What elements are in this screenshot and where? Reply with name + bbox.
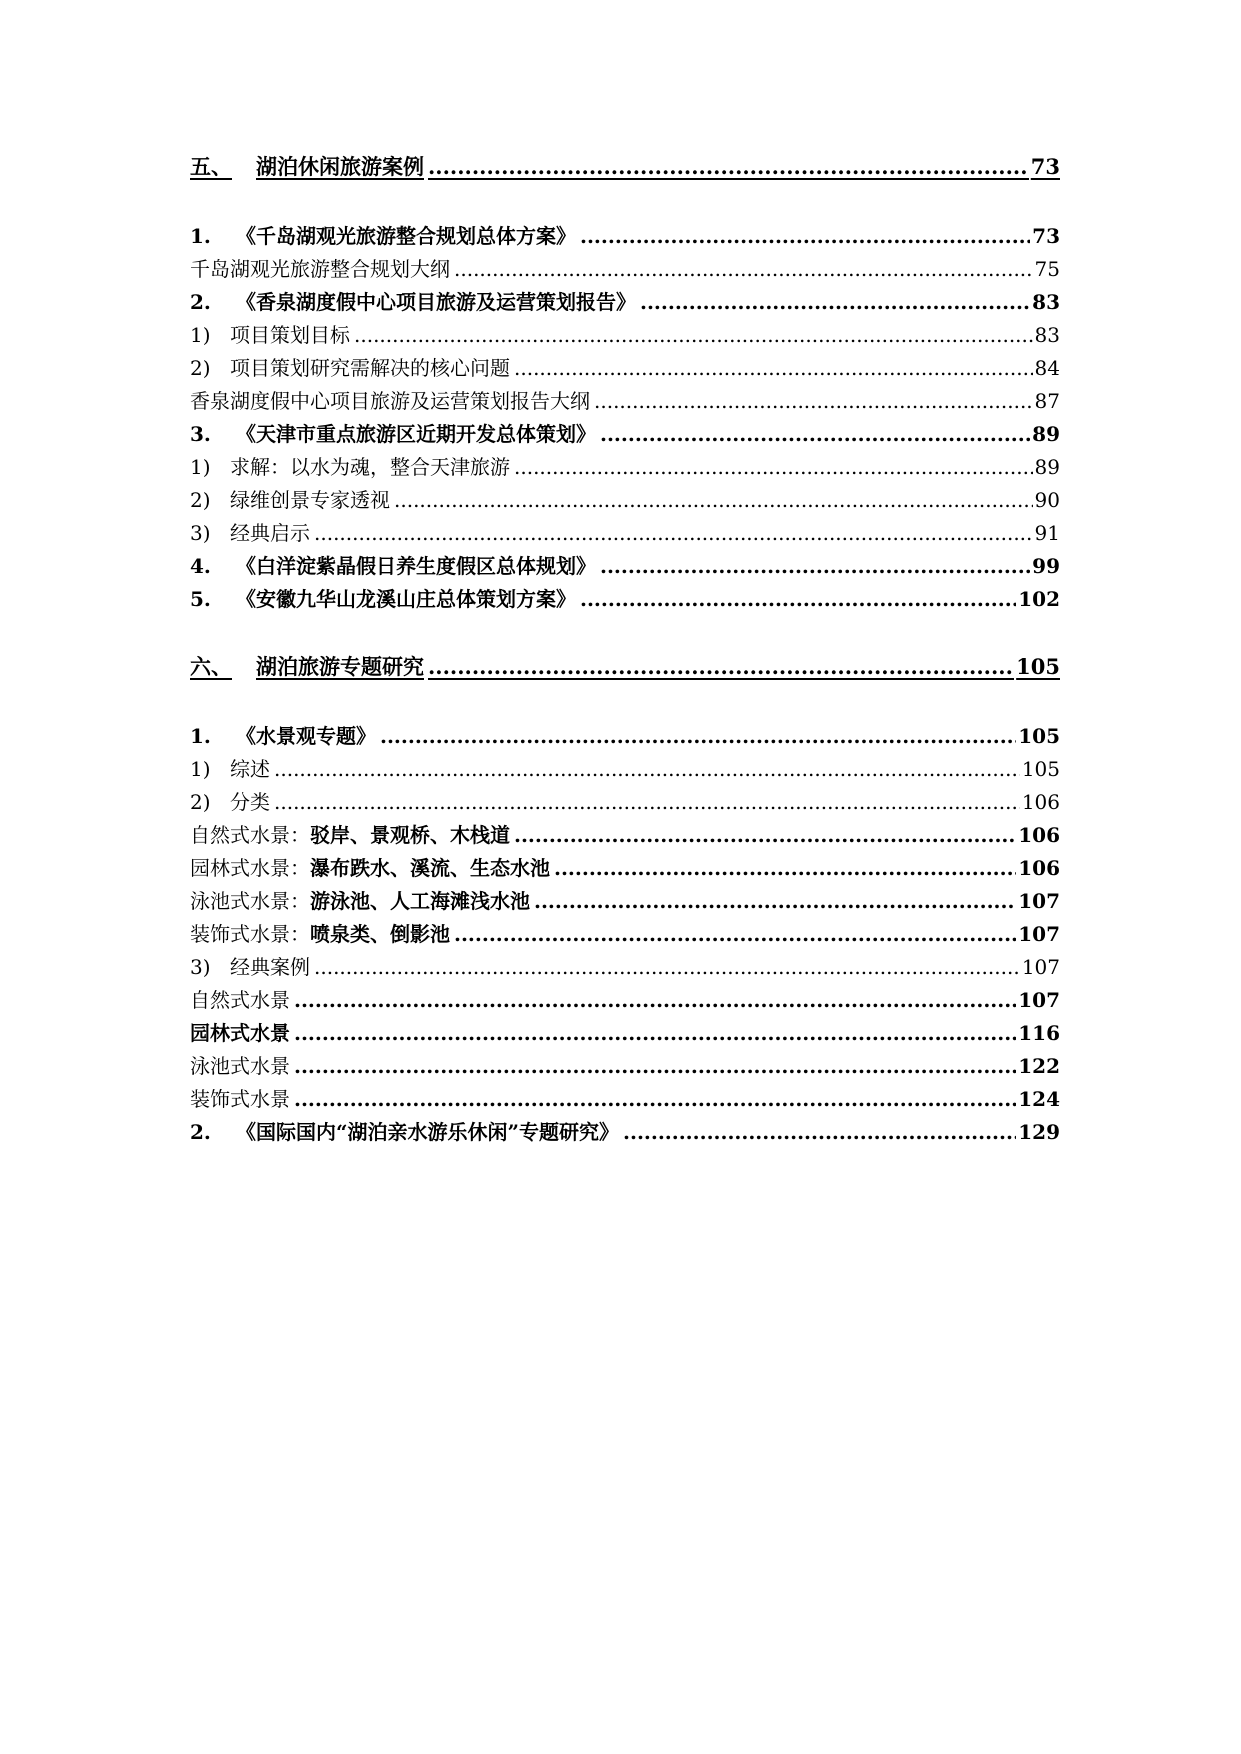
toc-entry-title: 装饰式水景：喷泉类、倒影池	[190, 922, 450, 946]
toc-entry-title: 湖泊休闲旅游案例	[256, 154, 424, 179]
toc-entry-title: 装饰式水景	[190, 1087, 290, 1111]
toc-entry[interactable]	[190, 1083, 1060, 1116]
toc-page-number: 106	[1021, 790, 1060, 814]
toc-entry[interactable]	[190, 1116, 1060, 1149]
toc-section-heading[interactable]	[190, 150, 1060, 183]
toc-leader-dots	[600, 550, 1030, 583]
toc-entry-number: 2)	[190, 790, 211, 814]
toc-entry[interactable]	[190, 852, 1060, 885]
toc-entry-number: 1)	[190, 455, 211, 479]
toc-entry-number: 4.	[190, 554, 211, 578]
toc-page-number: 107	[1018, 889, 1060, 913]
toc-entry[interactable]	[190, 253, 1060, 286]
toc-entry-title: 综述	[230, 757, 270, 781]
toc-page-number: 84	[1034, 356, 1060, 380]
toc-entry[interactable]	[190, 1050, 1060, 1083]
toc-entry-title-bold: 喷泉类、倒影池	[310, 922, 450, 946]
toc-page-number: 106	[1018, 823, 1060, 847]
toc-entry-title-bold: 瀑布跌水、溪流、生态水池	[310, 856, 550, 880]
toc-entry-title: 泳池式水景	[190, 1054, 290, 1078]
toc-page-number: 90	[1034, 488, 1060, 512]
toc-entry-title: 绿维创景专家透视	[230, 488, 390, 512]
toc-leader-dots	[580, 220, 1030, 253]
toc-page-number: 73	[1030, 154, 1060, 179]
toc-leader-dots	[354, 319, 1033, 352]
toc-leader-dots	[380, 720, 1016, 753]
toc-entry[interactable]	[190, 1017, 1060, 1050]
toc-entry-number: 3)	[190, 955, 211, 979]
toc-entry-number: 五、	[190, 154, 232, 179]
toc-entry-number: 2.	[190, 290, 211, 314]
toc-entry[interactable]	[190, 385, 1060, 418]
toc-entry[interactable]	[190, 484, 1060, 517]
toc-entry[interactable]	[190, 319, 1060, 352]
toc-page-number: 106	[1018, 856, 1060, 880]
toc-entry[interactable]	[190, 984, 1060, 1017]
toc-entry-title: 自然式水景	[190, 988, 290, 1012]
toc-entry[interactable]	[190, 583, 1060, 616]
toc-entry[interactable]	[190, 286, 1060, 319]
toc-leader-dots	[640, 286, 1030, 319]
toc-leader-dots	[294, 1083, 1016, 1116]
toc-entry-number: 2.	[190, 1120, 211, 1144]
toc-entry[interactable]	[190, 517, 1060, 550]
toc-leader-dots	[580, 583, 1016, 616]
toc-entry[interactable]	[190, 220, 1060, 253]
toc-entry-title: 《天津市重点旅游区近期开发总体策划》	[236, 422, 596, 446]
toc-page-number: 122	[1018, 1054, 1060, 1078]
toc-entry-title: 《水景观专题》	[236, 724, 376, 748]
toc-entry-number: 5.	[190, 587, 211, 611]
toc-entry[interactable]	[190, 918, 1060, 951]
toc-entry-number: 3)	[190, 521, 211, 545]
toc-entry-number: 2)	[190, 356, 211, 380]
toc-page-number: 89	[1032, 422, 1060, 446]
toc-entry-title: 项目策划研究需解决的核心问题	[230, 356, 510, 380]
toc-entry-title: 园林式水景	[190, 1021, 290, 1045]
toc-entry[interactable]	[190, 951, 1060, 984]
toc-leader-dots	[534, 885, 1016, 918]
toc-entry[interactable]	[190, 451, 1060, 484]
toc-entry-title: 泳池式水景：游泳池、人工海滩浅水池	[190, 889, 530, 913]
toc-page-number: 107	[1021, 955, 1060, 979]
table-of-contents	[190, 150, 1060, 1149]
toc-entry-number: 1.	[190, 724, 211, 748]
toc-entry[interactable]	[190, 885, 1060, 918]
toc-entry-title: 《千岛湖观光旅游整合规划总体方案》	[236, 224, 576, 248]
toc-page-number: 129	[1018, 1120, 1060, 1144]
toc-leader-dots	[623, 1116, 1016, 1149]
toc-page-number: 105	[1018, 724, 1060, 748]
toc-leader-dots	[294, 984, 1016, 1017]
toc-leader-dots	[428, 150, 1029, 183]
toc-entry-number: 1)	[190, 323, 211, 347]
toc-page-number: 124	[1018, 1087, 1060, 1111]
toc-entry-title: 千岛湖观光旅游整合规划大纲	[190, 257, 450, 281]
toc-entry[interactable]	[190, 550, 1060, 583]
toc-leader-dots	[454, 918, 1016, 951]
toc-page-number: 107	[1018, 988, 1060, 1012]
toc-page-number: 116	[1018, 1021, 1060, 1045]
toc-leader-dots	[514, 451, 1033, 484]
toc-page-number: 83	[1032, 290, 1060, 314]
toc-entry-number: 六、	[190, 654, 232, 679]
toc-leader-dots	[594, 385, 1033, 418]
toc-entry[interactable]	[190, 352, 1060, 385]
toc-entry-title: 分类	[230, 790, 270, 814]
toc-entry-title: 经典案例	[230, 955, 310, 979]
toc-leader-dots	[454, 253, 1033, 286]
toc-leader-dots	[314, 517, 1033, 550]
toc-page-number: 105	[1021, 757, 1060, 781]
toc-entry-title: 经典启示	[230, 521, 310, 545]
toc-leader-dots	[274, 786, 1020, 819]
toc-entry-title: 项目策划目标	[230, 323, 350, 347]
toc-entry[interactable]	[190, 418, 1060, 451]
toc-leader-dots	[428, 650, 1014, 683]
toc-entry[interactable]	[190, 753, 1060, 786]
toc-page-number: 89	[1034, 455, 1060, 479]
toc-entry-title: 香泉湖度假中心项目旅游及运营策划报告大纲	[190, 389, 590, 413]
toc-entry-title-bold: 游泳池、人工海滩浅水池	[310, 889, 530, 913]
toc-page-number: 102	[1018, 587, 1060, 611]
toc-entry-title: 园林式水景：瀑布跌水、溪流、生态水池	[190, 856, 550, 880]
toc-entry-title: 自然式水景：驳岸、景观桥、木栈道	[190, 823, 510, 847]
toc-entry[interactable]	[190, 720, 1060, 753]
toc-entry-title: 《国际国内“湖泊亲水游乐休闲”专题研究》	[236, 1120, 620, 1144]
toc-entry-title: 湖泊旅游专题研究	[256, 654, 424, 679]
toc-page-number: 99	[1032, 554, 1060, 578]
toc-entry[interactable]	[190, 819, 1060, 852]
toc-leader-dots	[394, 484, 1033, 517]
toc-page-number: 91	[1034, 521, 1060, 545]
toc-entry-number: 1)	[190, 757, 211, 781]
toc-leader-dots	[294, 1017, 1016, 1050]
toc-entry-number: 3.	[190, 422, 211, 446]
toc-page-number: 73	[1032, 224, 1060, 248]
toc-leader-dots	[514, 352, 1033, 385]
toc-page-number: 105	[1016, 654, 1060, 679]
toc-entry[interactable]	[190, 786, 1060, 819]
toc-entry-title: 《白洋淀紫晶假日养生度假区总体规划》	[236, 554, 596, 578]
toc-entry-title: 《香泉湖度假中心项目旅游及运营策划报告》	[236, 290, 636, 314]
toc-leader-dots	[600, 418, 1030, 451]
toc-page-number: 87	[1034, 389, 1060, 413]
toc-page-number: 83	[1034, 323, 1060, 347]
toc-entry-number: 1.	[190, 224, 211, 248]
toc-entry-title: 《安徽九华山龙溪山庄总体策划方案》	[236, 587, 576, 611]
toc-section-heading[interactable]	[190, 650, 1060, 683]
toc-leader-dots	[294, 1050, 1016, 1083]
toc-leader-dots	[274, 753, 1020, 786]
toc-page-number: 107	[1018, 922, 1060, 946]
toc-entry-title-bold: 驳岸、景观桥、木栈道	[310, 823, 510, 847]
toc-entry-number: 2)	[190, 488, 211, 512]
toc-entry-title: 求解：以水为魂，整合天津旅游	[230, 455, 510, 479]
toc-leader-dots	[514, 819, 1016, 852]
toc-page-number: 75	[1034, 257, 1060, 281]
toc-leader-dots	[314, 951, 1020, 984]
toc-leader-dots	[554, 852, 1016, 885]
